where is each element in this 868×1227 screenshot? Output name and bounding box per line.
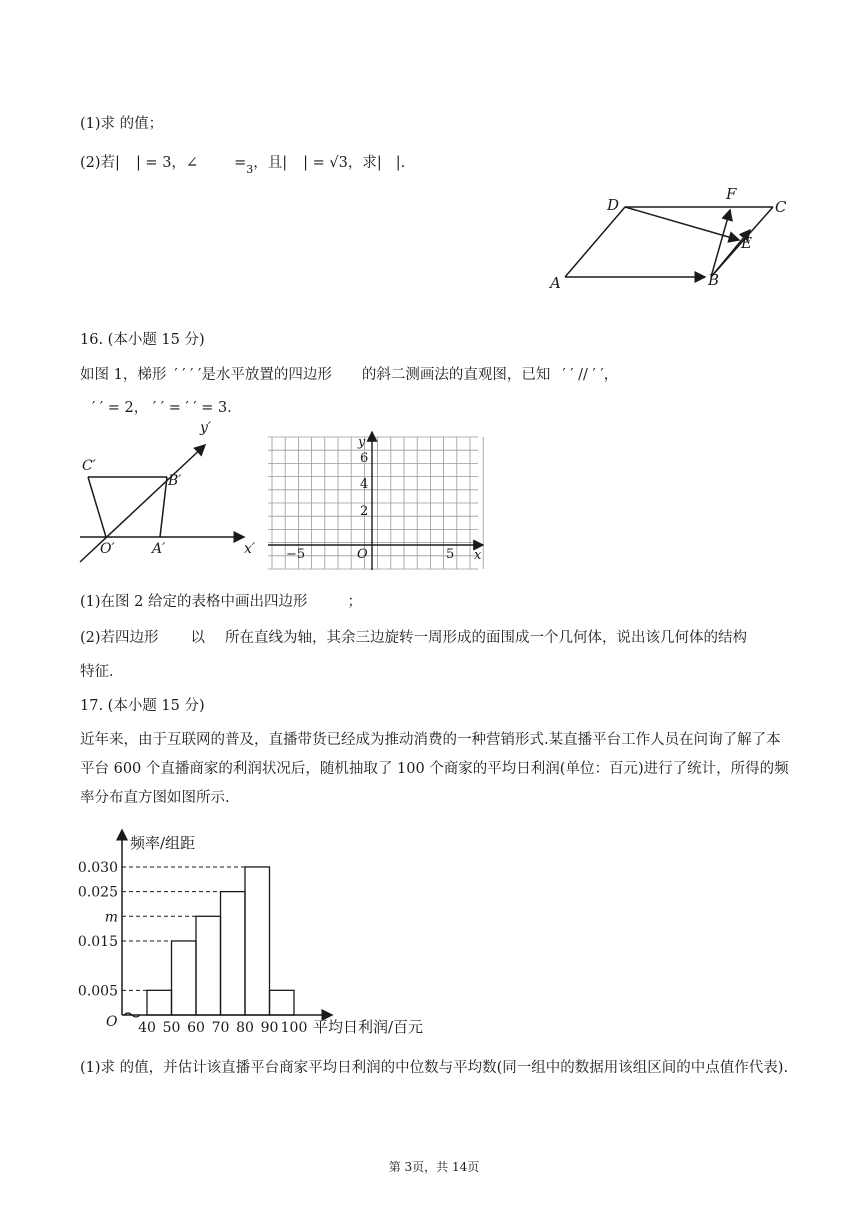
fig1-c-label: C′ <box>82 458 96 474</box>
histogram-xtick-label: 100 <box>280 1020 308 1036</box>
q17-body: 近年来，由于互联网的普及，直播带货已经成为推动消费的一种营销形式.某直播平台工作人员在问询了解了本平台 600 个直播商家的利润状况后，随机抽取了 100 个商家的平均日利润(单位：百元)进行了统计，所得的频率分布直方图如图所示. <box>80 732 789 806</box>
q17-sub1: (1)求 的值，并估计该直播平台商家平均日利润的中位数与平均数(同一组中的数据用该组区间的中点值作代表). <box>80 1060 789 1076</box>
fig1-a-label: A′ <box>152 541 166 557</box>
q16-sub1-a: (1)在图 2 给定的表格中画出四边形 <box>80 594 308 610</box>
point-f-label: F <box>726 185 737 203</box>
fig1-x-label: x′ <box>244 541 256 557</box>
fig2-xtick-neg5: −5 <box>286 547 306 562</box>
q16-sub1-end: ； <box>347 594 362 610</box>
histogram-xtick-label: 40 <box>138 1020 156 1036</box>
point-b-label: B <box>708 271 720 289</box>
histogram-xlabel: 平均日利润/百元 <box>313 1018 424 1036</box>
histogram-xtick-label: 60 <box>187 1020 205 1036</box>
fig1-o-label: O′ <box>100 541 115 557</box>
page-footer: 第 3页，共 14页 <box>388 1160 480 1174</box>
q16-line1-d: ′ ′ // ′ ′， <box>562 367 619 383</box>
point-e-label: E <box>741 234 752 252</box>
q16-sub2-a: (2)若四边形 <box>80 630 159 646</box>
q16-sub2-cont: 特征． <box>80 664 124 680</box>
q16-line1-primes: ′ ′ ′ ′ <box>174 367 202 383</box>
point-d-label: D <box>607 196 620 214</box>
q15-part2-c: ，且| <box>253 155 288 171</box>
q16-line1-c: 的斜二测画法的直观图，已知 <box>361 367 551 383</box>
histogram-bar <box>245 867 270 1015</box>
fig2-origin-label: O <box>357 547 368 562</box>
fig2-y-label: y <box>358 435 366 450</box>
q15-part2-b: | = 3，∠ <box>135 155 199 171</box>
histogram-bar <box>270 990 295 1015</box>
histogram-xtick-label: 50 <box>162 1020 181 1036</box>
histogram-xtick-label: 80 <box>236 1020 254 1036</box>
q15-part2 <box>80 153 405 180</box>
histogram-xtick-label: 90 <box>260 1020 279 1036</box>
fig2-x-label: x <box>474 548 482 563</box>
q16-sub2-c: 所在直线为轴，其余三边旋转一周形成的面围成一个几何体，说出该几何体的结构 <box>225 630 748 646</box>
point-a-label: A <box>550 274 561 292</box>
q16-line1-b: 是水平放置的四边形 <box>201 367 332 383</box>
fig2-xtick-5: 5 <box>446 547 455 562</box>
histogram-origin: O <box>106 1014 118 1030</box>
q16-line1-a: 如图 1，梯形 <box>80 367 167 383</box>
histogram-ylabel: 频率/组距 <box>130 834 196 852</box>
q16-heading: 16. (本小题 15 分) <box>80 332 205 348</box>
point-c-label: C <box>775 198 787 216</box>
fig2-ytick-6: 6 <box>360 451 369 466</box>
fig1-b-label: B′ <box>168 473 182 489</box>
histogram-ytick-label: 0.030 <box>77 859 118 876</box>
q16-sub2 <box>80 628 747 648</box>
q15-part2-a: (2)若| <box>80 155 120 171</box>
histogram-ytick-label: 0.005 <box>77 983 118 1000</box>
q15-part1: (1)求 的值； <box>80 116 164 132</box>
histogram-xtick-label: 70 <box>211 1020 230 1036</box>
q17-heading: 17. (本小题 15 分) <box>80 698 205 714</box>
histogram-bar <box>147 990 172 1015</box>
histogram-ytick-label: 0.015 <box>77 933 118 950</box>
q15-part2-eq: = <box>234 155 247 171</box>
histogram-bar <box>221 892 246 1015</box>
q16-sub2-b: 以 <box>190 630 206 646</box>
q15-part2-d: | = √3，求| <box>303 155 382 171</box>
q16-line2: ′ ′ = 2， ′ ′ = ′ ′ = 3． <box>92 400 242 416</box>
q16-line1 <box>80 365 618 385</box>
fig2-ytick-4: 4 <box>360 477 369 492</box>
q15-part2-e: |. <box>395 155 406 171</box>
histogram-ytick-label: m <box>104 909 118 926</box>
histogram-bar <box>172 941 197 1015</box>
fig2-ytick-2: 2 <box>360 504 369 519</box>
histogram-bar <box>196 916 221 1015</box>
q16-sub1 <box>80 592 362 612</box>
fig1-y-label: y′ <box>200 420 212 436</box>
histogram-ytick-label: 0.025 <box>77 884 118 901</box>
axis-break-mark <box>124 1013 140 1017</box>
q15-part2-frac: 3 <box>246 163 254 176</box>
